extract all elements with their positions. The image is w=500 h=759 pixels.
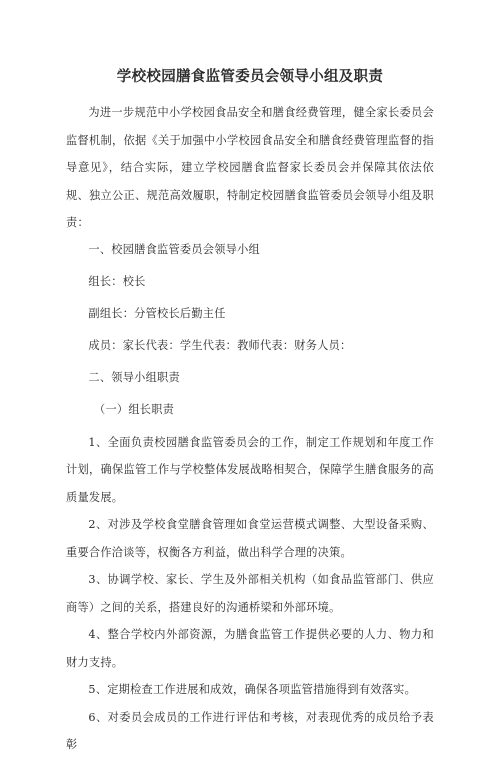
duty-item-3: 3、协调学校、家长、学生及外部相关机构（如食品监管部门、供应商等）之间的关系，搭建良好的沟通桥梁和外部环境。 bbox=[66, 573, 434, 614]
document-title: 学校校园膳食监管委员会领导小组及职责 bbox=[116, 68, 384, 85]
duty-item-5: 5、定期检查工作进展和成效，确保各项监管措施得到有效落实。 bbox=[88, 683, 417, 696]
duty-item-2: 2、对涉及学校食堂膳食管理如食堂运营模式调整、大型设备采购、重要合作洽谈等，权衡各方利益，做出科学合理的决策。 bbox=[66, 518, 434, 559]
intro-paragraph: 为进一步规范中小学校园食品安全和膳食经费管理，健全家长委员会监督机制，依据《关于加强中小学校园食品安全和膳食经费管理监督的指导意见》，结合实际，建立学校园膳食监督家长委员会并保障其依法依规、独立公正、规范高效履职，特制定校园膳食监管委员会领导小组及职责： bbox=[66, 106, 434, 229]
subsection-1-heading: （一）组长职责 bbox=[94, 402, 175, 416]
section-1-heading: 一、校园膳食监管委员会领导小组 bbox=[88, 242, 260, 256]
members-line: 成员：家长代表：学生代表：教师代表：财务人员： bbox=[88, 338, 352, 352]
section-2-heading: 二、领导小组职责 bbox=[88, 370, 180, 384]
duty-item-1: 1、全面负责校园膳食监管委员会的工作，制定工作规划和年度工作计划，确保监管工作与学校整体发展战略相契合，保障学生膳食服务的高质量发展。 bbox=[66, 435, 434, 504]
deputy-leader-line: 副组长：分管校长后勤主任 bbox=[88, 306, 226, 320]
leader-line: 组长：校长 bbox=[88, 274, 146, 288]
duty-item-6: 6、对委员会成员的工作进行评估和考核，对表现优秀的成员给予表彰 bbox=[66, 710, 434, 751]
duty-item-4: 4、整合学校内外部资源，为膳食监管工作提供必要的人力、物力和财力支持。 bbox=[66, 628, 434, 669]
